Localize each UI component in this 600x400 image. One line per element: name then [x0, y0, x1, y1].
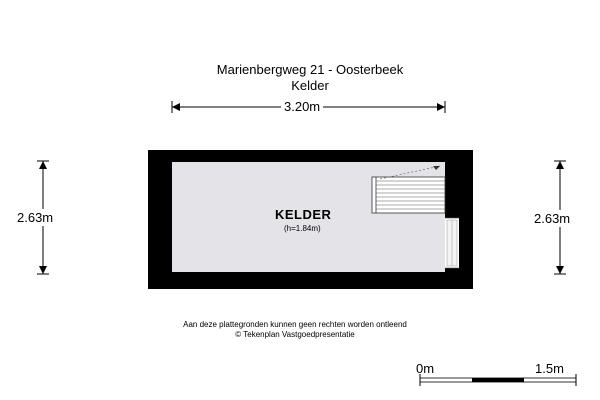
scale-end-label: 1.5m [535, 361, 564, 376]
height-label-left: 2.63m [17, 210, 54, 225]
address-title: Marienbergweg 21 - Oosterbeek [216, 62, 404, 77]
floor-title: Kelder [291, 78, 329, 93]
copyright-text: © Tekenplan Vastgoedpresentatie [235, 330, 355, 339]
scale-start-label: 0m [416, 361, 435, 376]
window [445, 218, 459, 268]
height-label-right: 2.63m [534, 211, 571, 226]
room-height-note: (h=1.84m) [284, 224, 321, 233]
room-name: KELDER [275, 207, 332, 222]
width-label: 3.20m [281, 99, 323, 114]
disclaimer-text: Aan deze plattegronden kunnen geen rechten worden ontleend [183, 320, 407, 329]
